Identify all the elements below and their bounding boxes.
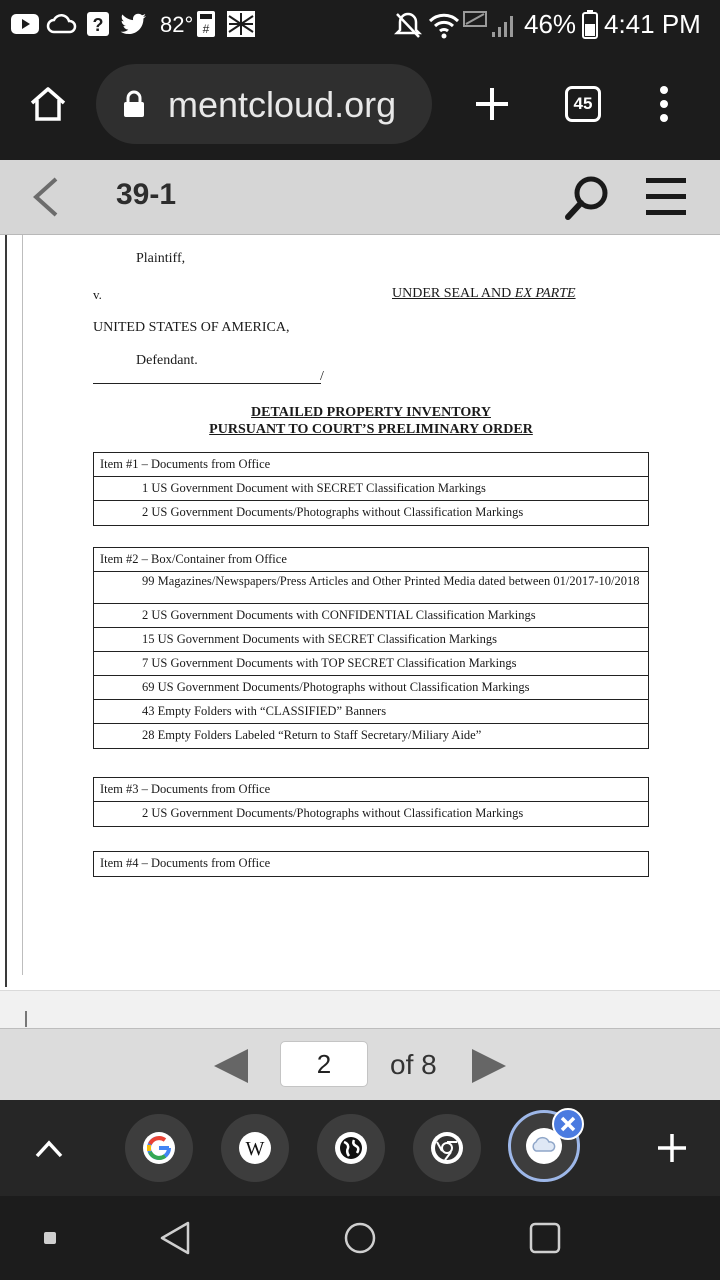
inventory-item-4 <box>93 851 649 877</box>
help-icon <box>86 10 110 38</box>
twitter-icon <box>118 12 148 36</box>
inventory-item-2 <box>93 547 649 749</box>
signature-line <box>93 383 321 384</box>
versus-label: v. <box>93 287 102 302</box>
youtube-icon <box>10 12 40 36</box>
page-margin-line <box>22 235 23 975</box>
item-row: 7 US Government Documents with TOP SECRET Classification Markings <box>94 652 648 676</box>
heading-line-1: DETAILED PROPERTY INVENTORY <box>251 405 491 420</box>
chevron-up-icon[interactable] <box>34 1136 64 1160</box>
status-bar <box>0 0 720 50</box>
system-nav-bar <box>0 1196 720 1280</box>
kebab-menu-icon[interactable] <box>650 84 678 124</box>
item-row: 1 US Government Document with SECRET Classification Markings <box>94 477 648 501</box>
new-tab-plus-icon[interactable] <box>656 1132 688 1164</box>
clock: 4:41 PM <box>604 9 701 39</box>
svg-text:?: ? <box>92 15 104 35</box>
wikipedia-icon <box>239 1132 271 1164</box>
item-header: Item #2 – Box/Container from Office <box>94 548 648 572</box>
browser-toolbar <box>0 50 720 160</box>
mute-icon <box>394 10 422 40</box>
seal-notice <box>392 286 576 302</box>
page-count-label: of 8 <box>390 1049 437 1080</box>
url-text: mentcloud.org <box>168 84 397 125</box>
plus-icon[interactable] <box>472 84 512 124</box>
defendant-label: Defendant. <box>136 353 198 368</box>
lock-icon <box>122 90 146 118</box>
home-circle-icon[interactable] <box>342 1220 378 1256</box>
page-navigator <box>0 1028 720 1101</box>
tab-wikipedia[interactable] <box>221 1114 289 1182</box>
item-header: Item #4 – Documents from Office <box>100 856 271 870</box>
item-row: 15 US Government Documents with SECRET Classification Markings <box>94 628 648 652</box>
page-number-input[interactable]: 2 <box>280 1041 368 1087</box>
item-row: 28 Empty Folders Labeled “Return to Staff Secretary/Miliary Aide” <box>142 728 482 742</box>
tab-google[interactable] <box>125 1114 193 1182</box>
recents-dot-icon[interactable] <box>44 1232 56 1244</box>
battery-percent: 46% <box>524 9 577 39</box>
signal-icon <box>490 12 520 38</box>
item-row: 2 US Government Documents/Photographs without Classification Markings <box>142 806 524 820</box>
home-icon[interactable] <box>28 84 68 124</box>
svg-text:W: W <box>245 1138 265 1160</box>
plaintiff-label: Plaintiff, <box>136 251 186 266</box>
inventory-item-1 <box>93 452 649 526</box>
battery-icon <box>582 9 598 39</box>
data-saver-icon <box>462 10 488 30</box>
back-triangle-icon[interactable] <box>158 1220 192 1256</box>
tab-switcher-button[interactable]: 45 <box>565 86 601 122</box>
tab-chrome[interactable] <box>413 1114 481 1182</box>
svg-text:#: # <box>202 22 210 36</box>
heading-line-2: PURSUANT TO COURT’S PRELIMINARY ORDER <box>209 422 533 437</box>
close-icon <box>554 1110 582 1138</box>
signature-slash: / <box>320 369 324 384</box>
hamburger-menu-icon[interactable] <box>644 176 688 218</box>
document-title: 39-1 <box>116 178 177 211</box>
viewer-header <box>0 160 720 235</box>
next-page-icon[interactable] <box>470 1047 508 1085</box>
seal-prefix: UNDER SEAL AND <box>392 286 515 301</box>
page-edge <box>5 235 7 987</box>
page-gap <box>0 990 720 1029</box>
defendant-party: UNITED STATES OF AMERICA, <box>93 320 290 335</box>
item-row: 2 US Government Documents/Photographs without Classification Markings <box>142 505 524 519</box>
seal-italic: EX PARTE <box>514 286 576 301</box>
overview-square-icon[interactable] <box>527 1220 563 1256</box>
temperature-label: 82° <box>160 12 194 37</box>
cloud-icon <box>46 12 78 36</box>
close-tab-button[interactable] <box>552 1108 584 1140</box>
previous-page-icon[interactable] <box>212 1047 250 1085</box>
bottom-tab-strip <box>0 1100 720 1196</box>
chrome-icon <box>431 1132 463 1164</box>
globe-icon <box>335 1132 367 1164</box>
item-row: 43 Empty Folders with “CLASSIFIED” Banners <box>94 700 648 724</box>
item-header: Item #1 – Documents from Office <box>94 453 648 477</box>
item-row: 2 US Government Documents with CONFIDENTIAL Classification Markings <box>94 604 648 628</box>
document-page <box>0 235 720 990</box>
tab-globe[interactable] <box>317 1114 385 1182</box>
item-row: 69 US Government Documents/Photographs without Classification Markings <box>94 676 648 700</box>
gallery-icon <box>226 10 256 38</box>
wifi-icon <box>428 10 460 40</box>
item-header: Item #3 – Documents from Office <box>94 778 648 802</box>
inventory-item-3 <box>93 777 649 827</box>
document-heading <box>93 404 649 438</box>
google-icon <box>143 1132 175 1164</box>
search-icon[interactable] <box>564 174 612 222</box>
calculator-icon <box>196 10 216 38</box>
item-row: 99 Magazines/Newspapers/Press Articles and Other Printed Media dated between 01/2017-10/2018 <box>94 572 648 604</box>
next-page-edge <box>25 1011 27 1027</box>
address-bar[interactable] <box>96 64 432 144</box>
chevron-left-icon[interactable] <box>28 176 62 218</box>
